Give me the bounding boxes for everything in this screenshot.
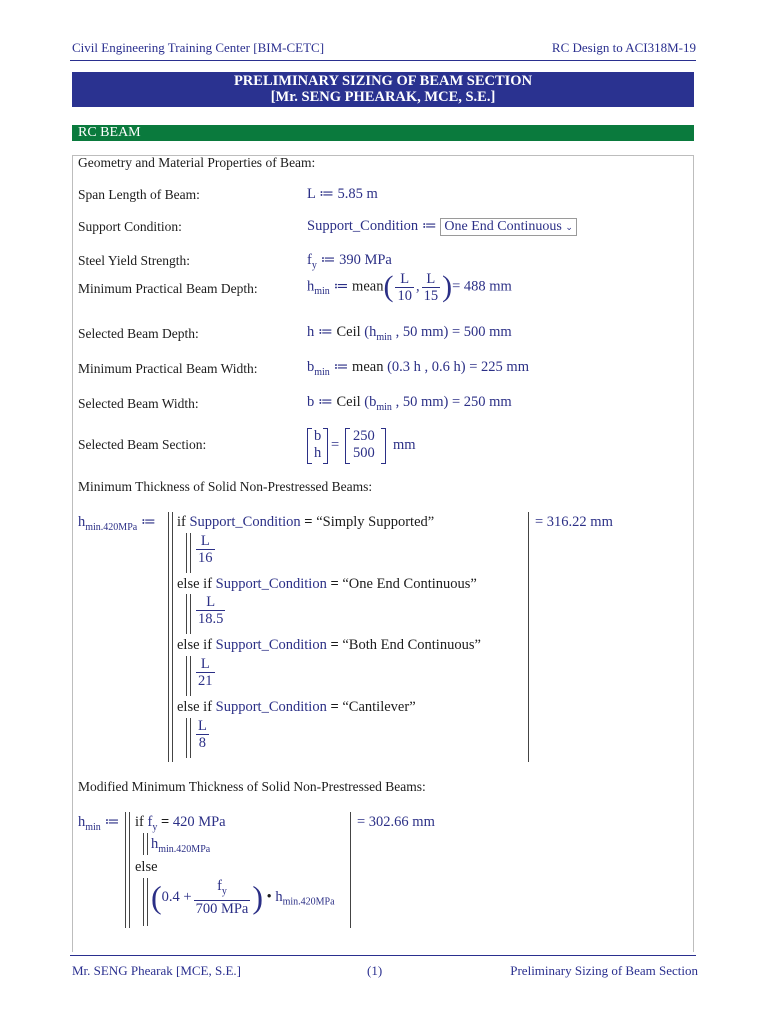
h420-result: = 316.22 mm [535,514,613,530]
bmin-result: = 225 mm [469,359,529,375]
cond-cantilever: “Cantilever” [342,699,416,715]
fraction-both-end: $\frac{L}{21}$ [198,656,213,689]
fy-expression[interactable]: $f_y$ ≔ 390 MPa [307,252,392,271]
span-label: Span Length of Beam: [78,187,200,202]
header-right: RC Design to ACI318M-19 [551,40,696,55]
bmin-expression[interactable]: $b_{min}$ ≔ mean (0.3 h , 0.6 h) = 225 mm [307,359,529,378]
footer-page: (1) [367,963,383,978]
banner-author: [Mr. SENG PHEARAK, MCE, S.E.] [270,89,496,105]
if-simply-line: if Support_Condition = “Simply Supported” [177,514,435,530]
branch-bar-2b [190,594,191,634]
den-one-end: 18.5 [198,611,224,627]
modified-formula: (0.4 + $\frac{f_y}{\text{700 MPa}}$ ) • $h_{min.420MPa}$ [151,878,335,917]
branch-bar-2a [186,594,187,634]
title-banner [72,72,694,107]
span-expression[interactable]: L ≔ 5.85 m [307,186,378,202]
hmin-modified-variable[interactable]: $h_{min}$ ≔ [78,814,120,833]
b-label: Selected Beam Width: [78,396,199,411]
fy-value: ≔ 390 MPa [320,252,392,268]
else-if-cantilever-line: else if Support_Condition = “Cantilever” [177,699,416,715]
support-variable: Support_Condition ≔ [307,218,437,234]
footer-left: Mr. SENG Phearak [MCE, S.E.] [72,963,241,978]
section-label: Selected Beam Section: [78,437,207,452]
factor-den: 700 MPa [195,900,249,917]
bmin-label: Minimum Practical Beam Width: [78,361,258,376]
hmin-result: = 488 mm [452,278,512,295]
fy-check-value: 420 MPa [172,814,226,830]
mod-result-bar [350,812,351,928]
banner-title: PRELIMINARY SIZING OF BEAM SECTION [233,73,533,89]
cond-one-end: “One End Continuous” [342,576,477,592]
program-bar-outer [168,512,169,762]
h-label: Selected Beam Depth: [78,326,199,341]
mod-branch-1a [143,833,144,855]
fraction-one-end: $\frac{L}{18.5}$ [198,594,224,627]
den-simply: 16 [198,550,213,566]
cond-both-end: “Both End Continuous” [342,637,481,653]
factor-const: 0.4 + [161,888,192,905]
section-h-value: 500 [353,445,375,461]
program-bar-outer-2 [172,512,173,762]
modified-result: = 302.66 mm [357,814,435,830]
branch-bar-3a [186,656,187,696]
if-fy-line: if $f_y = 420$ MPa [135,814,226,833]
hmin-expression[interactable]: $h_{min}$ ≔ mean( $\frac{L}{10}$ , $\frac{L}{15}$ )= 488 mm [307,270,512,304]
mod-branch-1b [147,833,148,855]
support-condition-value: One End Continuous [444,219,562,234]
support-label: Support Condition: [78,219,182,234]
branch-bar-4b [190,718,191,758]
h-result: = 500 mm [451,324,512,340]
section-title: RC BEAM [78,125,141,140]
branch-bar-1a [186,533,187,573]
mod-branch-2a [143,878,144,926]
modified-heading: Modified Minimum Thickness of Solid Non-Prestressed Beams: [78,779,426,794]
branch-bar-4a [186,718,187,758]
mod-bar-outer [125,812,126,928]
hmin420-variable[interactable]: $h_{min.420MPa}$ ≔ [78,514,156,533]
fraction-simply: $\frac{L}{16}$ [198,533,213,566]
program-result-bar [528,512,529,762]
cond-simply: “Simply Supported” [316,514,435,530]
branch-bar-3b [190,656,191,696]
support-expression [307,218,577,236]
branch-bar-1b [190,533,191,573]
fraction-cantilever: $\frac{L}{8}$ [198,718,207,751]
mod-bar-outer-2 [129,812,130,928]
else-if-both-end-line: else if Support_Condition = “Both End Continuous” [177,637,481,653]
header-left: Civil Engineering Training Center [BIM-CETC] [72,40,325,55]
section-unit: mm [393,437,416,453]
geometry-heading: Geometry and Material Properties of Beam: [78,155,316,170]
min-thickness-heading: Minimum Thickness of Solid Non-Prestressed Beams: [78,479,373,494]
b-result: = 250 mm [451,394,512,410]
footer-right: Preliminary Sizing of Beam Section [510,963,698,978]
fy-label: Steel Yield Strength: [78,253,190,268]
support-condition-dropdown[interactable] [440,218,577,236]
else-if-one-end-line: else if Support_Condition = “One End Continuous” [177,576,477,592]
section-b-value: 250 [353,428,375,444]
b-expression[interactable]: b ≔ Ceil ($b_{min}$ , 50 mm) = 250 mm [307,394,512,413]
den-both-end: 21 [198,673,213,689]
mod-branch-2b [147,878,148,926]
header-rule [70,60,696,61]
footer-rule [70,955,696,956]
section-bar [72,125,694,141]
h-expression[interactable]: h ≔ Ceil ($h_{min}$ , 50 mm) = 500 mm [307,324,512,343]
hmin-label: Minimum Practical Beam Depth: [78,281,258,296]
den-cantilever: 8 [198,735,207,751]
hmin420-ref: $h_{min.420MPa}$ [151,836,211,855]
else-line: else [135,859,158,875]
chevron-down-icon: ⌄ [565,222,573,232]
